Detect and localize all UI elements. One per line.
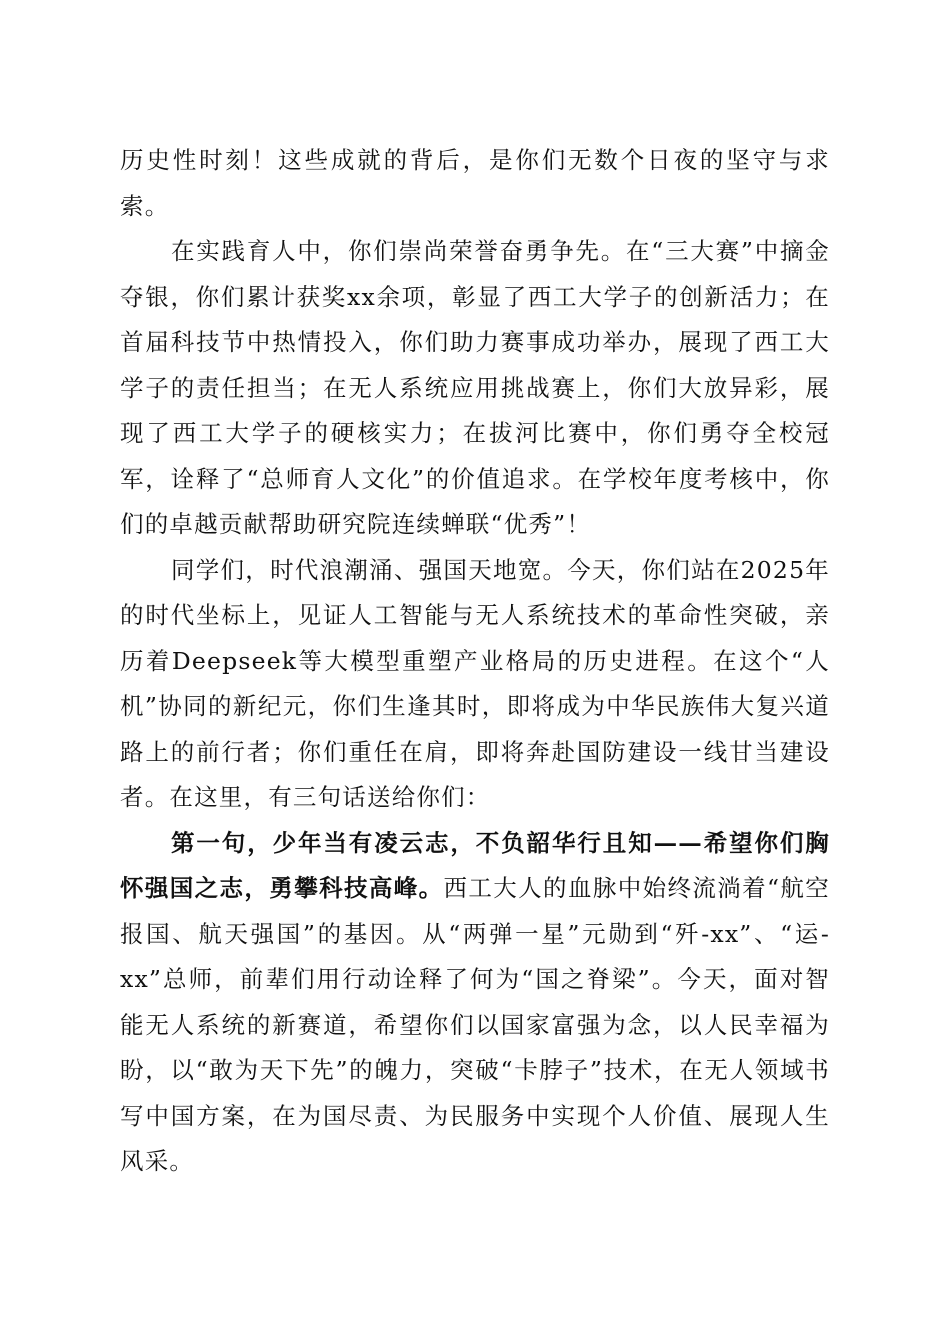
paragraph-continuation: 历史性时刻！这些成就的背后，是你们无数个日夜的坚守与求索。 <box>120 146 830 220</box>
document-page <box>120 138 830 1185</box>
paragraph-first-wish <box>120 821 830 1185</box>
first-wish-body: 西工大人的血脉中始终流淌着“航空报国、航天强国”的基因。从“两弹一星”元勋到“歼-xx”、“运-xx”总师，前辈们用行动诠释了何为“国之脊梁”。今天，面对智能无人系统的新赛道，希望你们以国家富强为念，以人民幸福为盼，以“敢为天下先”的魄力，突破“卡脖子”技术，在无人领域书写中国方案，在为国尽责、为民服务中实现个人价值、展现人生风采。 <box>120 874 830 1175</box>
paragraph-practice-education: 在实践育人中，你们崇尚荣誉奋勇争先。在“三大赛”中摘金夺银，你们累计获奖xx余项，彰显了西工大学子的创新活力；在首届科技节中热情投入，你们助力赛事成功举办，展现了西工大学子的责任担当；在无人系统应用挑战赛上，你们大放异彩，展现了西工大学子的硬核实力；在拔河比赛中，你们勇夺全校冠军，诠释了“总师育人文化”的价值追求。在学校年度考核中，你们的卓越贡献帮助研究院连续蝉联“优秀”！ <box>120 237 830 538</box>
first-wish-lead: 第一句，少年当有凌云志，不负韶华行且知——希望你们胸怀强国之志，勇攀科技高峰。 <box>120 828 830 902</box>
paragraph-era-address: 同学们，时代浪潮涌、强国天地宽。今天，你们站在2025年的时代坐标上，见证人工智能与无人系统技术的革命性突破，亲历着Deepseek等大模型重塑产业格局的历史进程。在这个“人机”协同的新纪元，你们生逢其时，即将成为中华民族伟大复兴道路上的前行者；你们重任在肩，即将奔赴国防建设一线甘当建设者。在这里，有三句话送给你们： <box>120 555 830 811</box>
